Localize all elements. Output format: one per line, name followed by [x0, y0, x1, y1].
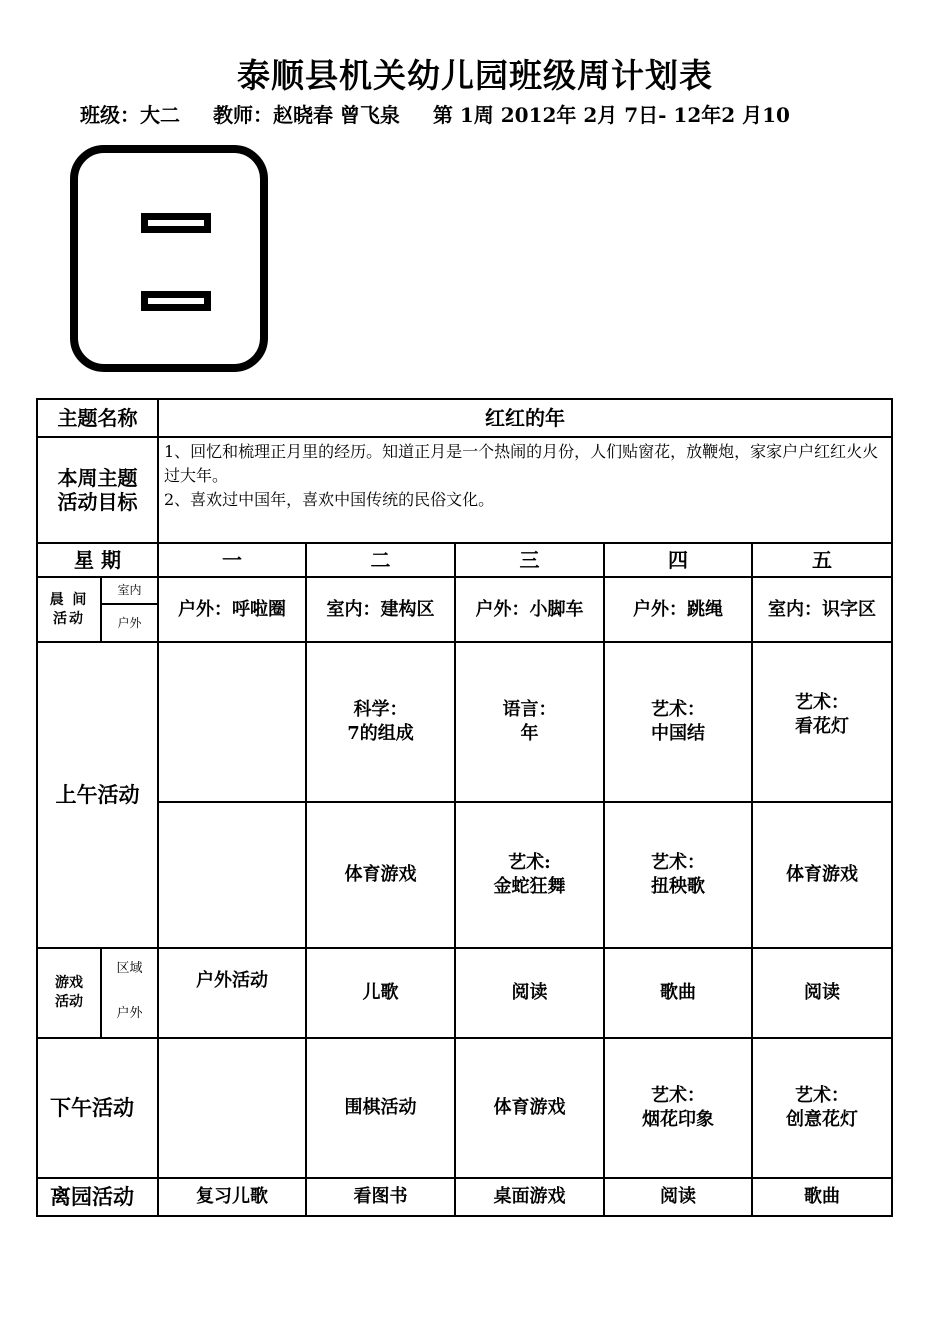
- theme-value: 红红的年: [485, 406, 565, 430]
- am1-mon: [158, 642, 306, 802]
- leave-wed: 桌面游戏: [493, 1186, 566, 1207]
- pm-fri: 艺术： 创意花灯: [786, 1085, 858, 1130]
- leave-label: 离园活动: [50, 1184, 134, 1209]
- am2-wed: 艺术: 金蛇狂舞: [493, 852, 566, 897]
- weekday-mon: 一: [222, 548, 242, 572]
- goal-text: [164, 440, 886, 512]
- page-title: 泰顺县机关幼儿园班级周计划表: [237, 56, 713, 95]
- game-thu: 歌曲: [660, 982, 696, 1003]
- weekday-thu: 四: [668, 548, 688, 572]
- week-info: 第 1周 2012年 2月 7日- 12年2 月10: [432, 103, 790, 127]
- goal-label: 本周主题活动目标: [57, 466, 138, 514]
- pm-tue: 围棋活动: [344, 1097, 417, 1118]
- weekday-tue: 二: [370, 548, 391, 572]
- morning-label: 晨 间活动: [49, 591, 89, 627]
- am2-thu: 艺术： 扭秧歌: [651, 852, 705, 897]
- leave-thu: 阅读: [660, 1186, 696, 1207]
- weekday-label: 星 期: [74, 548, 121, 572]
- am1-tue: 科学： 7的组成: [347, 699, 414, 744]
- game-mon: 户外活动: [196, 970, 268, 991]
- am2-tue: 体育游戏: [344, 864, 417, 885]
- game-fri: 阅读: [804, 982, 840, 1003]
- am2-mon: [158, 802, 306, 948]
- leave-fri: 歌曲: [804, 1186, 840, 1207]
- game-sub-area: 区域: [116, 960, 143, 976]
- morning-fri: 室内：识字区: [768, 598, 876, 620]
- morning-tue: 室内：建构区: [326, 598, 435, 620]
- morning-sub-outdoor: 户外: [117, 615, 142, 630]
- teacher-info: 教师：赵晓春 曾飞泉: [212, 103, 400, 127]
- leave-mon: 复习儿歌: [196, 1186, 268, 1207]
- am2-fri: 体育游戏: [786, 864, 858, 885]
- am1-thu: 艺术： 中国结: [651, 699, 705, 744]
- class-info: 班级：大二: [80, 103, 180, 127]
- pm-label: 下午活动: [50, 1095, 134, 1120]
- am-label: 上午活动: [55, 782, 140, 807]
- am1-fri: 艺术： 看花灯: [795, 692, 849, 737]
- pm-mon: [158, 1038, 306, 1178]
- game-label: 游戏 活动: [55, 975, 83, 1010]
- goal-line-2: 2、喜欢过中国年，喜欢中国传统的民俗文化。: [164, 490, 495, 509]
- pm-wed: 体育游戏: [493, 1097, 566, 1118]
- game-tue: 儿歌: [362, 982, 399, 1003]
- morning-thu: 户外：跳绳: [633, 598, 723, 620]
- game-sub-outdoor: 户外: [116, 1005, 143, 1021]
- theme-label: 主题名称: [57, 406, 138, 430]
- weekday-fri: 五: [812, 548, 832, 572]
- morning-wed: 户外：小脚车: [475, 598, 584, 620]
- morning-mon: 户外：呼啦圈: [178, 598, 286, 620]
- morning-sub-indoor: 室内: [117, 583, 142, 597]
- am1-wed: 语言： 年: [502, 699, 557, 744]
- weekday-wed: 三: [519, 548, 540, 572]
- leave-tue: 看图书: [353, 1186, 408, 1207]
- pm-thu: 艺术： 烟花印象: [642, 1085, 714, 1130]
- game-wed: 阅读: [511, 982, 548, 1003]
- goal-line-1: 1、回忆和梳理正月里的经历。知道正月是一个热闹的月份，人们贴窗花，放鞭炮，家家户户红红火火过大年。: [164, 442, 879, 485]
